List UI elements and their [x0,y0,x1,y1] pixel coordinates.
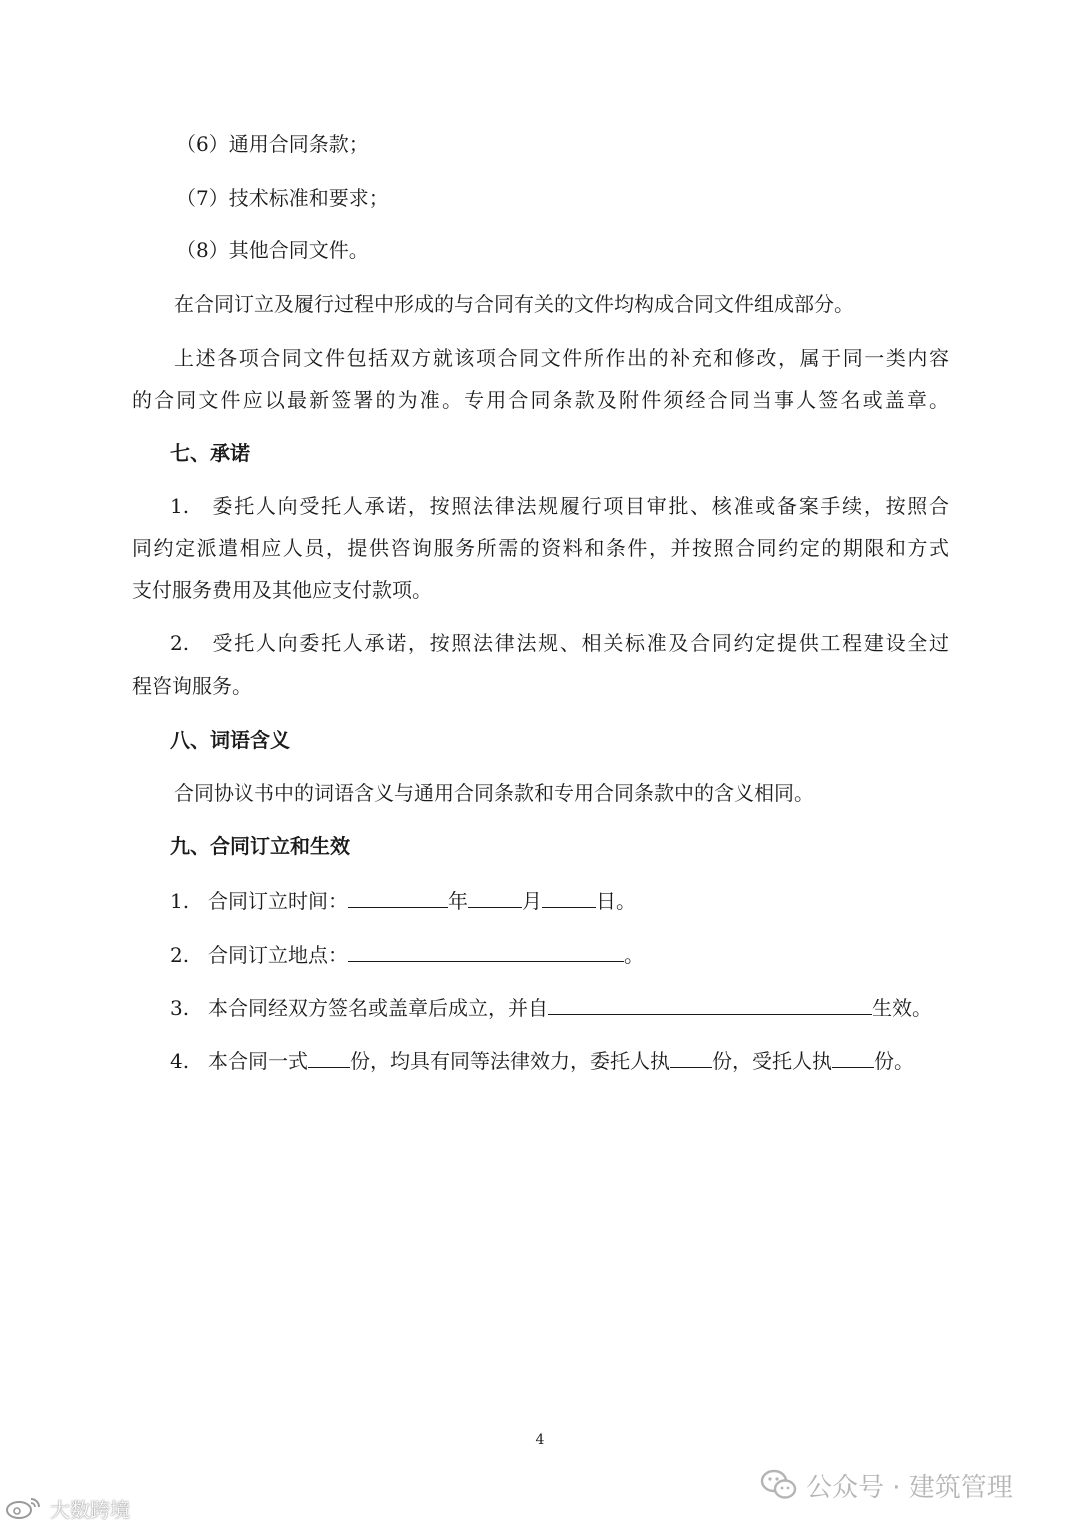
section-7-item-2-line-2: 程咨询服务。 [132,674,252,698]
watermark-left-text: 大数跨境 [50,1497,130,1522]
section-7-item-1-line-3: 支付服务费用及其他应支付款项。 [132,578,432,602]
item-number: 3. [170,996,190,1020]
year-blank[interactable] [348,887,448,908]
section-7-item-1-line-2: 同约定派遣相应人员，提供咨询服务所需的资料和条件，并按照合同约定的期限和方式 [132,536,949,560]
section-8-heading: 八、词语含义 [170,728,290,752]
copies-part-1: 份，均具有同等法律效力，委托人执 [350,1049,670,1073]
day-blank[interactable] [542,887,596,908]
period-label: 。 [624,943,644,967]
day-label: 日。 [596,889,636,913]
list-item-7: （7）技术标准和要求； [176,186,389,210]
copies-label: 本合同一式 [208,1049,308,1073]
watermark-weibo [4,1494,130,1522]
signing-place-label: 合同订立地点： [208,943,348,967]
copies-part-2: 份，受托人执 [712,1049,832,1073]
item-number: 4. [170,1049,190,1073]
signing-time-label: 合同订立时间： [208,889,348,913]
paragraph-formed-docs: 在合同订立及履行过程中形成的与合同有关的文件均构成合同文件组成部分。 [174,292,854,316]
section-7-item-2-line-1: 2. 受托人向委托人承诺，按照法律法规、相关标准及合同约定提供工程建设全过 [170,631,949,655]
wechat-icon [760,1468,798,1502]
weibo-icon [4,1495,44,1521]
section-9-item-4 [170,1047,914,1073]
watermark-wechat [760,1466,1013,1504]
total-copies-blank[interactable] [308,1047,350,1068]
watermark-right-text: 公众号 · 建筑管理 [806,1472,1013,1503]
section-9-item-3 [170,994,932,1020]
month-blank[interactable] [468,887,522,908]
paragraph-docs-line-2: 的合同文件应以最新签署的为准。专用合同条款及附件须经合同当事人签名或盖章。 [132,388,949,412]
section-8-text: 合同协议书中的词语含义与通用合同条款和专用合同条款中的含义相同。 [174,781,814,805]
page-number: 4 [535,1432,545,1448]
list-item-6: （6）通用合同条款； [176,132,369,156]
effective-end-label: 生效。 [872,996,932,1020]
effective-condition-blank[interactable] [548,994,872,1015]
section-9-item-1 [170,887,636,913]
section-9-heading: 九、合同订立和生效 [170,834,350,858]
list-item-8: （8）其他合同文件。 [176,238,369,262]
section-7-heading: 七、承诺 [170,441,250,465]
consultant-copies-blank[interactable] [832,1047,874,1068]
effective-label: 本合同经双方签名或盖章后成立，并自 [208,996,548,1020]
item-number: 1. [170,889,190,913]
month-label: 月 [522,889,542,913]
section-7-item-1-line-1: 1. 委托人向受托人承诺，按照法律法规履行项目审批、核准或备案手续，按照合 [170,494,949,518]
section-9-item-2 [170,941,644,967]
item-number: 2. [170,943,190,967]
place-blank[interactable] [348,941,624,962]
paragraph-docs-line-1: 上述各项合同文件包括双方就该项合同文件所作出的补充和修改，属于同一类内容 [174,346,949,370]
year-label: 年 [448,889,468,913]
client-copies-blank[interactable] [670,1047,712,1068]
copies-end: 份。 [874,1049,914,1073]
